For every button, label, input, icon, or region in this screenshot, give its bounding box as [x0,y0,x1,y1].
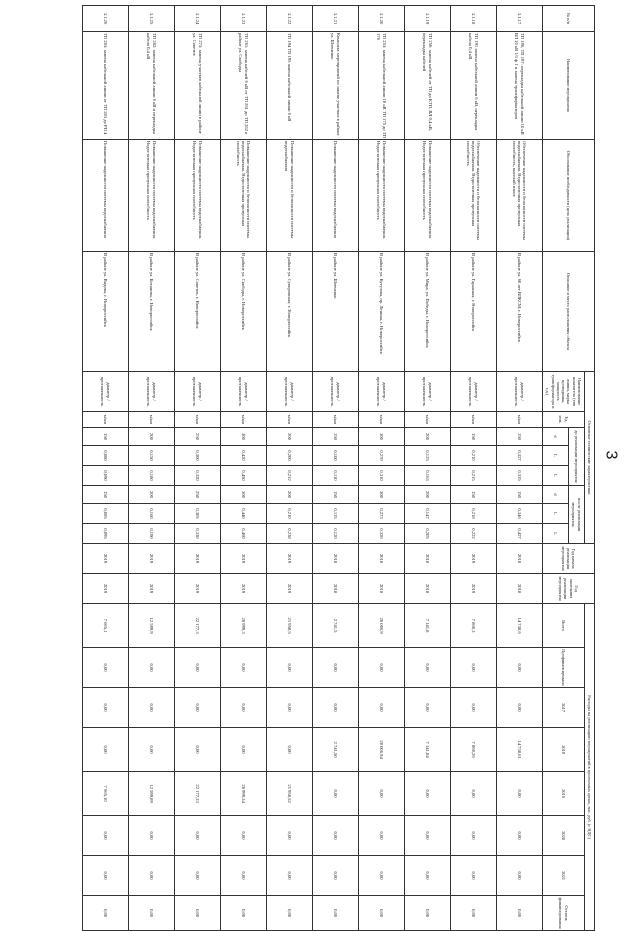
row-before-l2: 0,215 [451,466,497,486]
row-financed: 0,00 [359,648,405,688]
row-financed: 0,00 [405,648,451,688]
row-location: В районе ул. Шевченко [313,252,359,372]
header-name: Наименование мероприятия [543,32,595,140]
row-after-d: 200 [129,486,175,504]
row-name: ТП 261: замена кабелей 6 кВ от ТП 261 до ТП 262 в районе ул. Свободы [221,32,267,140]
table-body [83,6,543,931]
header-before-l2: L [543,466,569,486]
header-total: Всего [543,604,585,648]
row-after-d: 150 [83,486,129,504]
table-row [267,6,313,931]
row-after-l1: 0,305 [175,504,221,524]
row-num: 3.1.19 [405,6,451,32]
row-financed: 0,00 [221,648,267,688]
row-year-start: 2019 [267,544,313,574]
row-before-l2: 0,163 [405,466,451,486]
header-after-l2: L [543,524,569,544]
row-remainder: 0,00 [83,896,129,931]
header-num: № п/п [543,6,595,32]
row-2020: 0,00 [175,816,221,856]
row-justification: Повышение надежности системы водоснабжения. Недостаточная пропускная способность [175,140,221,252]
row-remainder: 0,00 [451,896,497,931]
row-before-l1: 0,200 [267,446,313,466]
row-remainder: 0,00 [405,896,451,931]
row-after-d: 200 [267,486,313,504]
table-row [359,6,405,931]
row-2018: 0,00 [175,728,221,772]
row-2017: 0,00 [129,688,175,728]
row-remainder: 0,00 [267,896,313,931]
row-2018: 7 141,84 [405,728,451,772]
row-year-start: 2019 [451,544,497,574]
row-before-l2: 0,310 [359,466,405,486]
row-total: 28 999,3 [221,604,267,648]
header-year-start: Год начала реализации мероприятия [543,544,595,574]
row-2021: 0,00 [359,856,405,896]
row-2019: 0,00 [359,772,405,816]
row-remainder: 0,00 [175,896,221,931]
row-2021: 0,00 [451,856,497,896]
row-year-end: 2019 [175,574,221,604]
header-2020: 2020 [543,816,585,856]
row-2019: 0,00 [451,772,497,816]
row-after-d: 300 [221,486,267,504]
row-total: 12 599,9 [129,604,175,648]
row-num: 3.1.21 [313,6,359,32]
row-2017: 0,00 [313,688,359,728]
row-justification: Повышение надежности системы водоснабжения. Недостаточная пропускная способность [359,140,405,252]
header-after-d: d [543,486,569,504]
table-row [405,6,451,931]
row-2020: 0,00 [359,816,405,856]
row-num: 3.1.24 [175,6,221,32]
row-location: В районе ул. Мира, ул. Победы, г. Новороссийск [405,252,451,372]
header-after-l1: L [543,504,569,524]
header-remainder: Остаток финансирования [543,896,585,931]
table-row [83,6,129,931]
header-year-end: Год окончания реализации мероприятия [543,574,595,604]
row-after-l2: 0,320 [359,524,405,544]
row-2017: 0,00 [83,688,129,728]
row-name: ТП 191 замена кабельной линии 6 кВ, перекладка кабеля 0,4 кВ [451,32,497,140]
row-after-l1: 0,147 [405,504,451,524]
row-year-start: 2019 [83,544,129,574]
row-before-d: 200 [267,428,313,446]
row-num: 3.1.26 [83,6,129,32]
row-before-d: 150 [313,428,359,446]
row-before-l2: 0,320 [175,466,221,486]
row-location: В районе ул. Кутузова, пр. Ленина, г. Новороссийск [359,252,405,372]
row-unit: м/км [451,412,497,428]
row-after-l1: 0,115 [313,504,359,524]
header-finance: Расходы на реализацию мероприятий в прогнозных ценах, тыс. руб. (с НДС) [585,604,595,931]
row-name: ТП 283: замена кабельной линии от ТП 283 до РП 4 [83,32,129,140]
row-name: ТП 256: замена кабелей от ТП до КТП, ВЛ 0,4 кВ, перекладка кабелей [405,32,451,140]
row-after-l1: 0,210 [267,504,313,524]
row-param: диаметр / протяженность [359,372,405,412]
row-2019: 12 599,89 [129,772,175,816]
row-total: 7 665,1 [83,604,129,648]
row-before-l1: 0,300 [175,446,221,466]
row-2018: 7 860,26 [451,728,497,772]
row-name: ТП 282: замена кабельной линии 6 кВ и перекладка кабеля 0,4 кВ [129,32,175,140]
row-2017: 0,00 [221,688,267,728]
row-after-l2: 0,238 [267,524,313,544]
row-2021: 0,00 [497,856,543,896]
row-2018: 2 741,50 [313,728,359,772]
row-2019: 21 958,52 [267,772,313,816]
row-num: 3.1.20 [359,6,405,32]
row-unit: м/км [129,412,175,428]
row-before-l2: 0,180 [129,466,175,486]
row-after-d: 150 [497,486,543,504]
row-before-l2: 0,335 [497,466,543,486]
row-year-start: 2019 [221,544,267,574]
row-name: Комплекс мероприятий по замене участков в районе ул. Шевченко [313,32,359,140]
row-before-d: 150 [83,428,129,446]
row-num: 3.1.25 [129,6,175,32]
row-total: 21 958,5 [267,604,313,648]
row-2019: 7 665,10 [83,772,129,816]
row-before-l2: 0,090 [83,466,129,486]
row-2017: 0,00 [497,688,543,728]
table-row [313,6,359,931]
table-row [451,6,497,931]
table-row [497,6,543,931]
row-param: диаметр / протяженность [221,372,267,412]
row-2020: 0,00 [405,816,451,856]
row-total: 7 141,8 [405,604,451,648]
row-before-l2: 0,450 [221,466,267,486]
row-2019: 0,00 [405,772,451,816]
row-2020: 0,00 [267,816,313,856]
row-param: диаметр / протяженность [451,372,497,412]
row-after-d: 200 [405,486,451,504]
row-total: 7 860,3 [451,604,497,648]
row-param: диаметр / протяженность [313,372,359,412]
row-2018: 0,00 [129,728,175,772]
row-2020: 0,00 [129,816,175,856]
row-after-l1: 0,440 [221,504,267,524]
row-financed: 0,00 [129,648,175,688]
row-before-l2: 0,212 [267,466,313,486]
row-financed: 0,00 [497,648,543,688]
row-after-l1: 0,273 [359,504,405,524]
header-2019: 2019 [543,772,585,816]
row-before-d: 300 [221,428,267,446]
row-2021: 0,00 [129,856,175,896]
row-after-l2: 0,330 [175,524,221,544]
row-financed: 0,00 [451,648,497,688]
header-before: до реализации мероприятия [569,428,585,486]
row-year-end: 2018 [497,574,543,604]
row-after-l1: 0,085 [83,504,129,524]
row-name: ТП 194 ТП 195 замена кабельной линии 6 кВ [267,32,313,140]
row-param: диаметр / протяженность [405,372,451,412]
row-justification: Повышение надежности системы водоснабжения. Недостаточная пропускная способность [405,140,451,252]
row-year-end: 2019 [221,574,267,604]
row-before-l1: 0,100 [313,446,359,466]
row-financed: 0,00 [313,648,359,688]
row-year-start: 2019 [129,544,175,574]
header-after: после реализации мероприятия [569,486,585,544]
row-total: 2 741,5 [313,604,359,648]
row-2020: 0,00 [313,816,359,856]
row-unit: м/км [359,412,405,428]
row-justification: Повышение надежности и безопасности системы водоснабжения. Недостаточная пропускная способность [221,140,267,252]
row-remainder: 0,00 [313,896,359,931]
row-2018: 0,00 [83,728,129,772]
row-year-start: 2018 [359,544,405,574]
row-year-end: 2018 [313,574,359,604]
page-number: 3 [602,450,620,460]
header-param-name: Наименование показателя (тип линии, марка проводника, мощность трансформатора и т.д.) [543,372,585,412]
row-after-l2: 0,205 [405,524,451,544]
row-param: диаметр / протяженность [267,372,313,412]
row-2018: 0,00 [221,728,267,772]
row-after-d: 150 [451,486,497,504]
row-2020: 0,00 [221,816,267,856]
row-2019: 28 999,34 [221,772,267,816]
row-location: В районе ул. Котанова, г. Новороссийск [129,252,175,372]
row-location: В районе ул. Советов, г. Новороссийск [175,252,221,372]
row-2021: 0,00 [175,856,221,896]
row-year-end: 2019 [451,574,497,604]
row-after-d: 250 [175,486,221,504]
row-num: 3.1.22 [267,6,313,32]
row-2017: 0,00 [175,688,221,728]
row-year-end: 2018 [359,574,405,604]
header-tech-params: Основные технические характеристики [585,372,595,544]
row-2020: 0,00 [83,816,129,856]
row-before-d: 200 [129,428,175,446]
investment-program-table [82,5,595,931]
table-row [221,6,267,931]
row-after-d: 150 [313,486,359,504]
row-after-l1: 0,218 [451,504,497,524]
row-after-d: 300 [359,486,405,504]
row-2018: 14 738,61 [497,728,543,772]
row-2017: 0,00 [267,688,313,728]
row-year-end: 2019 [267,574,313,604]
row-before-l2: 0,110 [313,466,359,486]
row-financed: 0,00 [175,648,221,688]
row-unit: м/км [175,412,221,428]
row-param: диаметр / протяженность [497,372,543,412]
row-before-l1: 0,080 [83,446,129,466]
row-location: В районе ул. Свободы, г. Новороссийск [221,252,267,372]
row-year-start: 2019 [175,544,221,574]
row-2019: 0,00 [497,772,543,816]
row-2018: 0,00 [267,728,313,772]
row-after-l2: 0,222 [451,524,497,544]
row-2019: 0,00 [313,772,359,816]
row-after-l2: 0,120 [313,524,359,544]
row-before-l1: 0,327 [497,446,543,466]
row-unit: м/км [221,412,267,428]
row-before-l1: 0,270 [359,446,405,466]
row-year-end: 2018 [405,574,451,604]
row-justification: Повышение надежности системы водоснабжения. Недостаточная пропускная способность [129,140,175,252]
row-unit: м/км [83,412,129,428]
row-before-d: 150 [497,428,543,446]
row-justification: Повышение надежности и безопасности системы водоснабжения [267,140,313,252]
row-num: 3.1.17 [497,6,543,32]
table-row [129,6,175,931]
row-2021: 0,00 [267,856,313,896]
row-before-l1: 0,150 [129,446,175,466]
header-unit: Ед. изм. [543,412,585,428]
row-param: диаметр / протяженность [129,372,175,412]
row-name: ТП 196, ТП 197: перекладка кабельной линии 10 кВ ВЛ 10 кВ 1/1 ф 1 и замена трансформаторов [497,32,543,140]
row-financed: 0,00 [83,648,129,688]
header-2018: 2018 [543,728,585,772]
row-remainder: 0,00 [497,896,543,931]
row-param: диаметр / протяженность [175,372,221,412]
row-justification: Обеспечение надежности и безопасности системы водоснабжения. Недостаточная пропускная способность [451,140,497,252]
row-after-l1: 0,160 [129,504,175,524]
row-after-l1: 0,346 [497,504,543,524]
header-2017: 2017 [543,688,585,728]
header-row-1 [585,6,595,931]
header-2021: 2021 [543,856,585,896]
row-remainder: 0,00 [221,896,267,931]
row-total: 22 177,3 [175,604,221,648]
row-2018: 20 006,94 [359,728,405,772]
row-year-end: 2019 [83,574,129,604]
row-2017: 0,00 [405,688,451,728]
row-year-end: 2019 [129,574,175,604]
row-after-l2: 0,460 [221,524,267,544]
header-done: Профинансировано [543,648,585,688]
row-2021: 0,00 [83,856,129,896]
row-2021: 0,00 [221,856,267,896]
row-2017: 0,00 [359,688,405,728]
row-num: 3.1.23 [221,6,267,32]
row-2020: 0,00 [451,816,497,856]
row-year-start: 2018 [313,544,359,574]
row-financed: 0,00 [267,648,313,688]
row-before-d: 300 [359,428,405,446]
row-2020: 0,00 [497,816,543,856]
row-total: 14 738,6 [497,604,543,648]
row-unit: м/км [267,412,313,428]
row-location: В районе ул. 60 лет ВЛКСМ, г. Новороссийск [497,252,543,372]
row-remainder: 0,00 [359,896,405,931]
row-name: ТП 273: замена участков кабельной линии в районе ул. Советов [175,32,221,140]
header-before-l1: L [543,446,569,466]
row-after-l2: 0,427 [497,524,543,544]
row-before-d: 250 [175,428,221,446]
row-after-l2: 0,095 [83,524,129,544]
row-2021: 0,00 [405,856,451,896]
row-before-l1: 0,210 [451,446,497,466]
row-unit: м/км [497,412,543,428]
row-justification: Обеспечение надежности и безопасности системы водоснабжения. Недостаточная пропускная способность, высокий износ [497,140,543,252]
row-unit: м/км [405,412,451,428]
header-justification: Обоснование необходимости (цель реализации) [543,140,595,252]
header-before-d: d [543,428,569,446]
row-name: ТП 253: замена кабельной линии 10 кВ ТП 175 до ТП 176 [359,32,405,140]
row-year-start: 2018 [405,544,451,574]
row-justification: Повышение надежности системы водоснабжения [313,140,359,252]
row-unit: м/км [313,412,359,428]
row-before-l1: 0,420 [221,446,267,466]
row-total: 20 006,9 [359,604,405,648]
row-2021: 0,00 [313,856,359,896]
row-before-d: 150 [451,428,497,446]
row-before-d: 200 [405,428,451,446]
row-remainder: 0,00 [129,896,175,931]
row-after-l2: 0,190 [129,524,175,544]
row-location: В районе ул. Видова, г. Новороссийск [83,252,129,372]
row-param: диаметр / протяженность [83,372,129,412]
row-2017: 0,00 [451,688,497,728]
table-row [175,6,221,931]
row-location: В районе ул. Гаражная, г. Новороссийск [451,252,497,372]
row-year-start: 2018 [497,544,543,574]
header-location: Описание и место расположения объекта [543,252,595,372]
rotated-table-sheet [100,5,595,929]
row-before-l1: 0,125 [405,446,451,466]
row-num: 3.1.18 [451,6,497,32]
row-justification: Повышение надежности системы водоснабжения [83,140,129,252]
row-location: В районе ул. Суворовская, г. Новороссийск [267,252,313,372]
row-2019: 22 177,33 [175,772,221,816]
